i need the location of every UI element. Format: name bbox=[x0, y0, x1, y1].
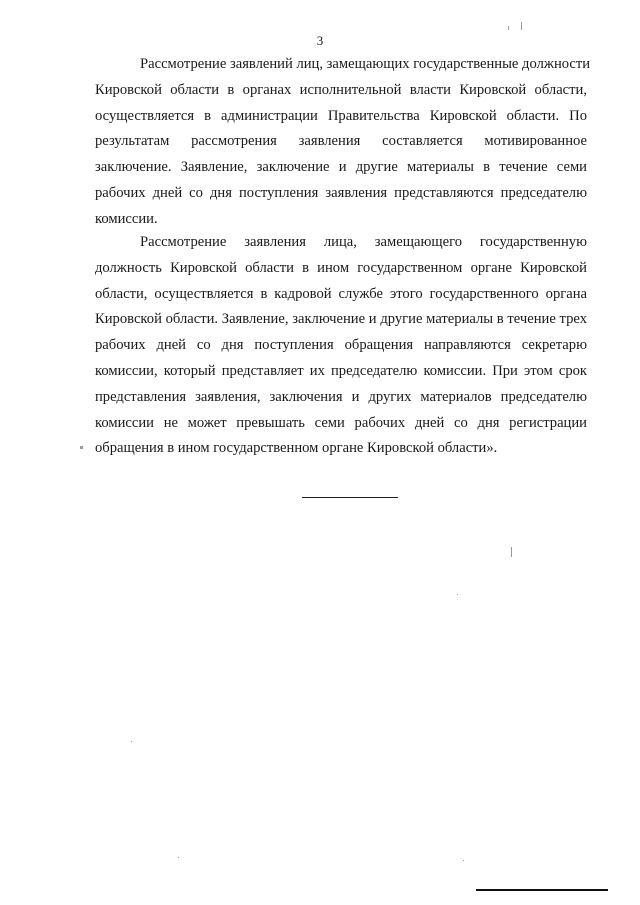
bottom-rule-line bbox=[476, 889, 608, 891]
scan-speck bbox=[508, 26, 509, 30]
paragraph-line: рабочих дней со дня поступления обращения направляются секретарю bbox=[95, 337, 587, 354]
paragraph-line: Рассмотрение заявлений лиц, замещающих государственные должности bbox=[140, 56, 591, 72]
scan-speck bbox=[511, 547, 512, 557]
paragraph-line: обращения в ином государственном органе Кировской области». bbox=[95, 440, 498, 457]
scan-speck bbox=[178, 857, 179, 858]
paragraph-line: комиссии не может превышать семи рабочих дней со дня регистрации bbox=[95, 414, 587, 431]
scan-speck bbox=[131, 741, 132, 742]
paragraph-line: Кировской области. Заявление, заключение и другие материалы в течение трех bbox=[95, 311, 587, 328]
paragraph-line: Рассмотрение заявления лица, замещающего государственную bbox=[140, 234, 587, 250]
scan-speck bbox=[521, 22, 522, 30]
paragraph-line: представления заявления, заключения и других материалов председателю bbox=[95, 388, 587, 405]
paragraph-line: комиссии, который представляет их председателю комиссии. При этом срок bbox=[95, 362, 587, 379]
paragraph-line: результатам рассмотрения заявления составляется мотивированное bbox=[95, 133, 587, 150]
paragraph-line: области, осуществляется в кадровой службе этого государственного органа bbox=[95, 285, 587, 302]
paragraph-2 bbox=[95, 230, 587, 462]
paragraph-line: должность Кировской области в ином государственном органе Кировской bbox=[95, 259, 587, 276]
paragraph-line: комиссии. bbox=[95, 210, 158, 227]
paragraph-1 bbox=[95, 52, 591, 233]
page-number: 3 bbox=[316, 33, 324, 48]
scan-speck bbox=[463, 860, 464, 861]
paragraph-line: осуществляется в администрации Правительства Кировской области. По bbox=[95, 107, 587, 124]
scan-speck bbox=[80, 446, 83, 449]
scan-speck bbox=[457, 594, 458, 595]
paragraph-line: рабочих дней со дня поступления заявления представляются председателю bbox=[95, 184, 587, 201]
paragraph-line: Кировской области в органах исполнительной власти Кировской области, bbox=[95, 81, 587, 98]
end-separator-line bbox=[302, 497, 398, 498]
paragraph-line: заключение. Заявление, заключение и другие материалы в течение семи bbox=[95, 159, 587, 176]
